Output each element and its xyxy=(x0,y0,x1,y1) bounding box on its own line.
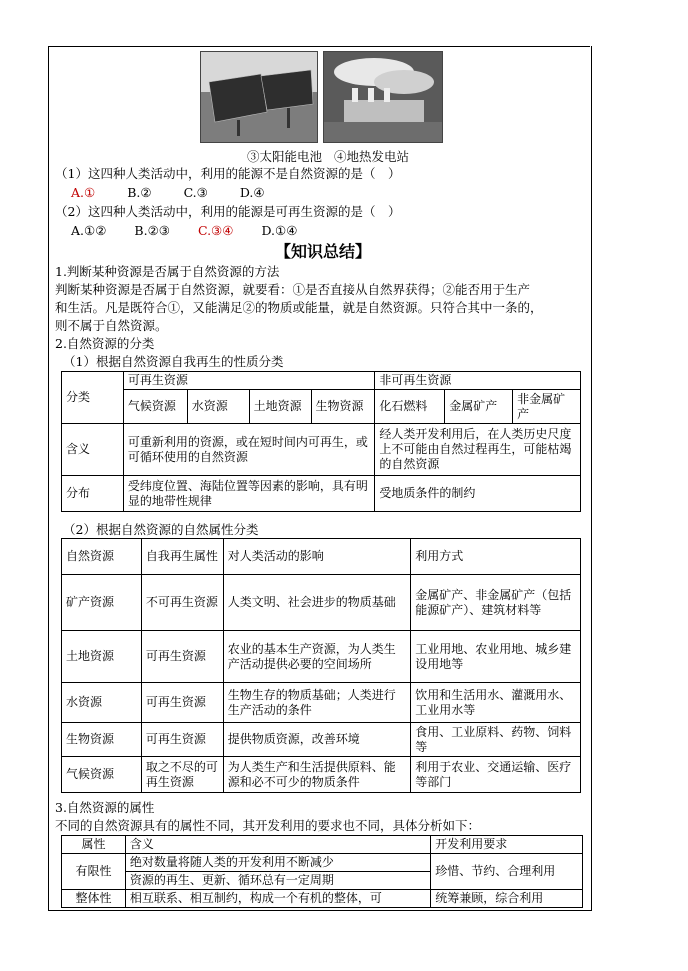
p1-line-3: 则不属于自然资源。 xyxy=(55,318,168,333)
power-plant-icon xyxy=(324,52,442,142)
cell: 食用、工业原料、药物、饲料等 xyxy=(411,723,581,757)
table-row xyxy=(62,683,581,723)
p1-heading: 1.判断某种资源是否属于自然资源的方法 xyxy=(55,264,280,279)
t2-header-regen: 自我再生属性 xyxy=(141,539,223,575)
p1-line-1: 判断某种资源是否属于自然资源，就要看：①是否直接从自然界获得；②能否用于生产 xyxy=(55,282,531,297)
resource-attribute-table xyxy=(61,538,581,793)
cell: 饮用和生活用水、灌溉用水、工业用水等 xyxy=(411,683,581,723)
type-nonmetal: 非金属矿产 xyxy=(513,390,581,424)
section-title: 【知识总结】 xyxy=(275,242,372,261)
p2-sub2: （2）根据自然资源的自然属性分类 xyxy=(63,522,259,537)
attr-finite: 有限性 xyxy=(62,854,126,890)
dist-renewable: 受纬度位置、海陆位置等因素的影响，具有明显的地带性规律 xyxy=(123,476,375,512)
q2-option-b: B.②③ xyxy=(134,223,170,238)
caption-solar: ③太阳能电池 xyxy=(247,149,323,164)
p2-heading: 2.自然资源的分类 xyxy=(55,336,155,351)
resource-classification-table xyxy=(61,371,581,512)
cell: 人类文明、社会进步的物质基础 xyxy=(223,575,411,631)
attr-integrity: 整体性 xyxy=(62,890,126,908)
cell: 工业用地、农业用地、城乡建设用地等 xyxy=(411,631,581,683)
cell: 生物生存的物质基础；人类进行生产活动的条件 xyxy=(223,683,411,723)
question-1-stem: （1）这四种人类活动中，利用的能源不是自然资源的是（ ） xyxy=(55,166,401,181)
t2-header-resource: 自然资源 xyxy=(62,539,142,575)
cell: 农业的基本生产资源，为人类生产活动提供必要的空间场所 xyxy=(223,631,411,683)
q2-option-c: C.③④ xyxy=(197,223,234,238)
nonrenewable-header: 非可再生资源 xyxy=(375,372,581,390)
page-frame xyxy=(48,46,592,911)
t3-header-attr: 属性 xyxy=(62,836,126,854)
cell: 土地资源 xyxy=(62,631,142,683)
type-climate: 气候资源 xyxy=(123,390,187,424)
dist-nonrenewable: 受地质条件的制约 xyxy=(375,476,581,512)
cell: 为人类生产和生活提供原料、能源和必不可少的物质条件 xyxy=(223,757,411,793)
cell: 矿产资源 xyxy=(62,575,142,631)
cell: 不可再生资源 xyxy=(141,575,223,631)
type-water: 水资源 xyxy=(187,390,249,424)
q1-option-b: B.② xyxy=(127,185,152,200)
question-2-options xyxy=(71,222,297,239)
cell: 气候资源 xyxy=(62,757,142,793)
type-land: 土地资源 xyxy=(249,390,311,424)
table-row xyxy=(62,723,581,757)
type-fossil: 化石燃料 xyxy=(375,390,445,424)
table-row xyxy=(62,757,581,793)
q2-option-d: D.①④ xyxy=(261,223,298,238)
q1-option-c: C.③ xyxy=(183,185,208,200)
renewable-header: 可再生资源 xyxy=(123,372,375,390)
type-biological: 生物资源 xyxy=(311,390,375,424)
finite-meaning-2: 资源的再生、更新、循环总有一定周期 xyxy=(125,872,430,890)
cell: 提供物质资源，改善环境 xyxy=(223,723,411,757)
p3-heading: 3.自然资源的属性 xyxy=(55,800,155,815)
integrity-req: 统筹兼顾，综合利用 xyxy=(431,890,583,908)
t2-header-use: 利用方式 xyxy=(411,539,581,575)
integrity-meaning: 相互联系、相互制约，构成一个有机的整体，可 xyxy=(125,890,430,908)
cell: 可再生资源 xyxy=(141,631,223,683)
type-metal: 金属矿产 xyxy=(445,390,513,424)
cell: 生物资源 xyxy=(62,723,142,757)
question-2-stem: （2）这四种人类活动中，利用的能源是可再生资源的是（ ） xyxy=(55,204,401,219)
cell: 可再生资源 xyxy=(141,723,223,757)
p3-intro: 不同的自然资源具有的属性不同，其开发利用的要求也不同，具体分析如下： xyxy=(55,818,481,833)
col-label: 分类 xyxy=(62,372,124,424)
table-row xyxy=(62,575,581,631)
cell: 可再生资源 xyxy=(141,683,223,723)
p2-sub1: （1）根据自然资源自我再生的性质分类 xyxy=(63,354,284,369)
cell: 取之不尽的可再生资源 xyxy=(141,757,223,793)
table-row xyxy=(62,631,581,683)
dist-label: 分布 xyxy=(62,476,124,512)
finite-meaning-1: 绝对数量将随人类的开发利用不断减少 xyxy=(125,854,430,872)
solar-panel-photo xyxy=(200,51,318,143)
meaning-renewable: 可重新利用的资源，或在短时间内可再生，或可循环使用的自然资源 xyxy=(123,424,375,476)
cell: 水资源 xyxy=(62,683,142,723)
finite-req: 珍惜、节约、合理利用 xyxy=(431,854,583,890)
q1-option-d: D.④ xyxy=(239,185,265,200)
q2-option-a: A.①② xyxy=(71,223,107,238)
cell: 金属矿产、非金属矿产（包括能源矿产）、建筑材料等 xyxy=(411,575,581,631)
t3-header-meaning: 含义 xyxy=(125,836,430,854)
solar-panel-icon xyxy=(201,52,317,142)
attribute-requirement-table xyxy=(61,835,583,908)
cell: 利用于农业、交通运输、医疗等部门 xyxy=(411,757,581,793)
t2-header-impact: 对人类活动的影响 xyxy=(223,539,411,575)
q1-option-a: A.① xyxy=(71,185,96,200)
caption-geothermal: ④地热发电站 xyxy=(334,149,410,164)
meaning-nonrenewable: 经人类开发利用后，在人类历史尺度上不可能由自然过程再生，可能枯竭的自然资源 xyxy=(375,424,581,476)
meaning-label: 含义 xyxy=(62,424,124,476)
geothermal-plant-photo xyxy=(323,51,443,143)
t3-header-req: 开发利用要求 xyxy=(431,836,583,854)
p1-line-2: 和生活。凡是既符合①，又能满足②的物质或能量，就是自然资源。只符合其中一条的， xyxy=(55,300,543,315)
question-1-options xyxy=(71,184,265,201)
